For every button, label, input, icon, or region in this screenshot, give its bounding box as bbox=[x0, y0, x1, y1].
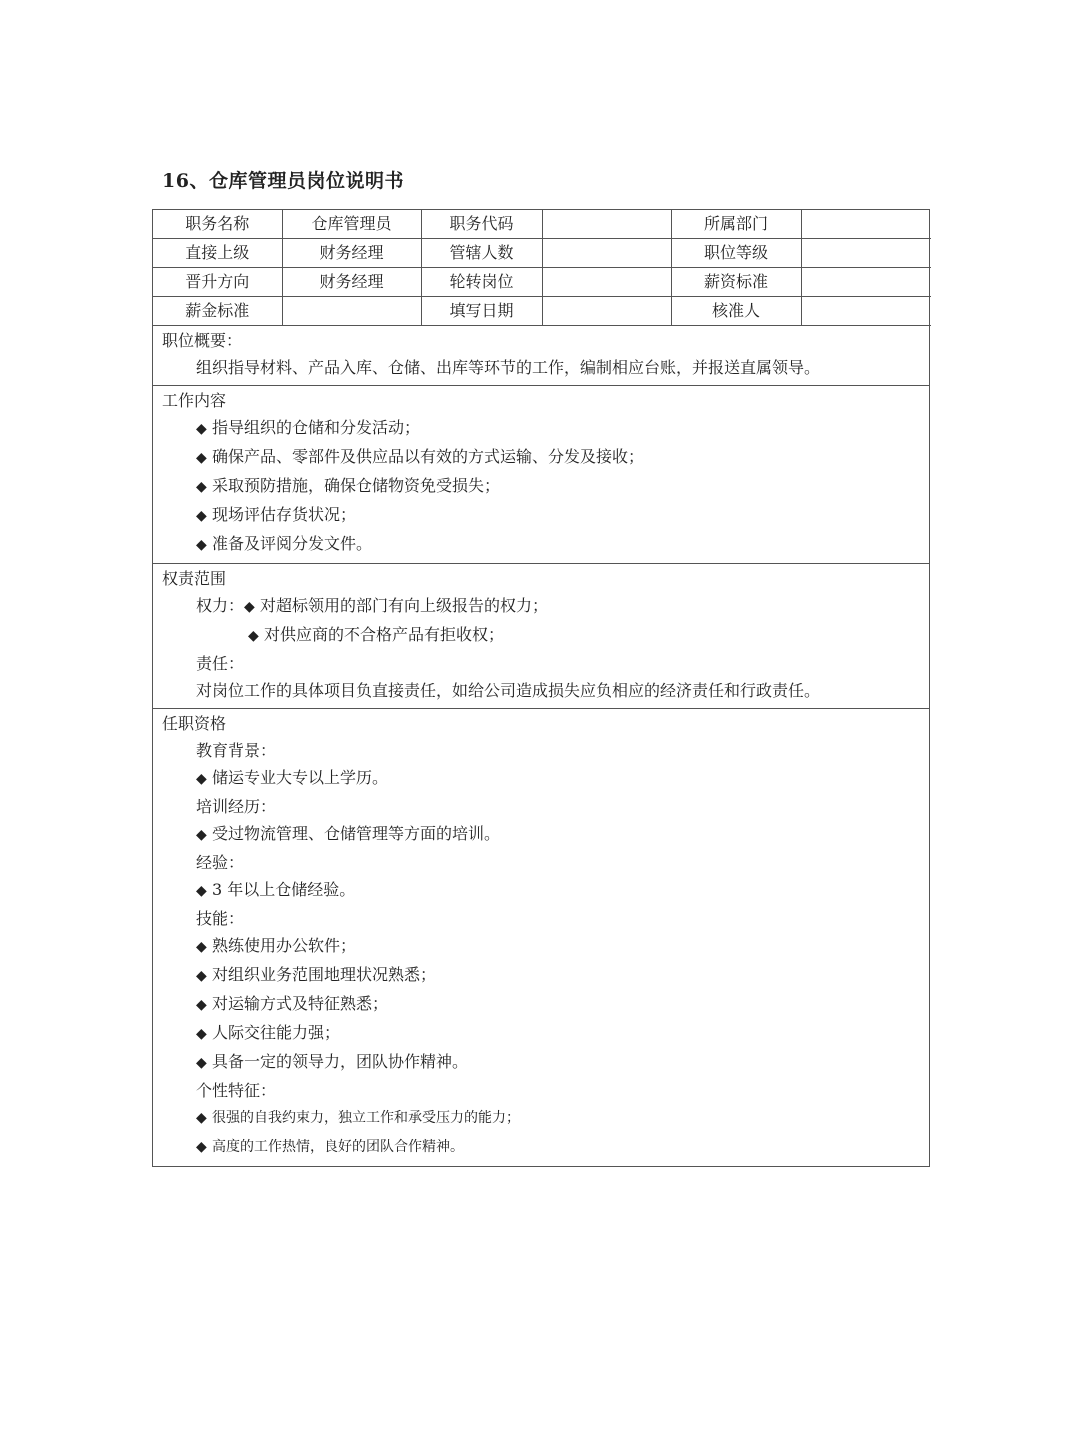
job-description-form bbox=[152, 209, 930, 1167]
diamond-bullet-icon: ◆ bbox=[196, 997, 207, 1013]
education-list bbox=[162, 764, 921, 793]
power-label: 权力： bbox=[196, 596, 245, 615]
experience-label: 经验： bbox=[196, 853, 245, 872]
list-item bbox=[162, 1104, 921, 1133]
skills-list bbox=[162, 932, 921, 1077]
diamond-bullet-icon: ◆ bbox=[196, 1055, 207, 1071]
diamond-bullet-icon: ◆ bbox=[196, 1139, 207, 1155]
list-item bbox=[162, 1133, 921, 1162]
authority-section bbox=[153, 563, 929, 708]
qualifications-heading: 任职资格 bbox=[162, 714, 227, 733]
experience-list bbox=[162, 876, 921, 905]
list-item bbox=[162, 876, 921, 905]
info-value-cell bbox=[542, 210, 671, 239]
diamond-bullet-icon: ◆ bbox=[196, 479, 207, 495]
training-list bbox=[162, 820, 921, 849]
work-content-section bbox=[153, 385, 929, 563]
info-label-cell: 薪金标准 bbox=[153, 297, 282, 326]
info-value-cell bbox=[801, 297, 931, 326]
list-item-text: 对超标领用的部门有向上级报告的权力； bbox=[260, 596, 549, 615]
qualifications-section bbox=[153, 708, 929, 1166]
info-label-cell: 职位等级 bbox=[671, 239, 801, 268]
diamond-bullet-icon: ◆ bbox=[196, 421, 207, 437]
list-item-text: 熟练使用办公软件； bbox=[212, 936, 357, 955]
info-label-cell: 轮转岗位 bbox=[421, 268, 542, 297]
list-item-text: 高度的工作热情，良好的团队合作精神。 bbox=[212, 1139, 464, 1155]
list-item-text: 储运专业大专以上学历。 bbox=[212, 768, 389, 787]
list-item bbox=[162, 414, 921, 443]
list-item-text: 对组织业务范围地理状况熟悉； bbox=[212, 965, 437, 984]
diamond-bullet-icon: ◆ bbox=[196, 827, 207, 843]
info-row bbox=[153, 268, 931, 297]
diamond-bullet-icon: ◆ bbox=[244, 599, 255, 615]
list-item-text: 人际交往能力强； bbox=[212, 1023, 341, 1042]
personality-label: 个性特征： bbox=[196, 1081, 277, 1100]
list-item bbox=[162, 621, 921, 650]
responsibility-label: 责任： bbox=[196, 654, 245, 673]
info-label-cell: 填写日期 bbox=[421, 297, 542, 326]
list-item-text: 确保产品、零部件及供应品以有效的方式运输、分发及接收； bbox=[212, 447, 645, 466]
info-label-cell: 直接上级 bbox=[153, 239, 282, 268]
list-item bbox=[162, 1019, 921, 1048]
power-list bbox=[162, 592, 921, 650]
overview-section bbox=[153, 326, 929, 385]
list-item-text: 受过物流管理、仓储管理等方面的培训。 bbox=[212, 824, 501, 843]
list-item-text: 具备一定的领导力，团队协作精神。 bbox=[212, 1052, 469, 1071]
list-item bbox=[162, 472, 921, 501]
info-value-cell bbox=[542, 239, 671, 268]
education-label: 教育背景： bbox=[196, 741, 277, 760]
info-label-cell: 核准人 bbox=[671, 297, 801, 326]
diamond-bullet-icon: ◆ bbox=[196, 883, 207, 899]
list-item-text: 准备及评阅分发文件。 bbox=[212, 534, 373, 553]
list-item-text: 对供应商的不合格产品有拒收权； bbox=[264, 625, 505, 644]
info-label-cell: 晋升方向 bbox=[153, 268, 282, 297]
diamond-bullet-icon: ◆ bbox=[196, 771, 207, 787]
diamond-bullet-icon: ◆ bbox=[196, 1026, 207, 1042]
list-item bbox=[162, 990, 921, 1019]
list-item bbox=[162, 530, 921, 559]
info-row bbox=[153, 210, 931, 239]
list-item-text: 对运输方式及特征熟悉； bbox=[212, 994, 389, 1013]
list-item-text: 3 年以上仓储经验。 bbox=[212, 880, 356, 899]
work-content-heading: 工作内容 bbox=[162, 391, 227, 410]
list-item bbox=[162, 1048, 921, 1077]
info-value-cell bbox=[282, 297, 421, 326]
list-item-text: 现场评估存货状况； bbox=[212, 505, 357, 524]
basic-info-table bbox=[153, 210, 931, 326]
info-label-cell: 薪资标准 bbox=[671, 268, 801, 297]
responsibility-text: 对岗位工作的具体项目负直接责任，如给公司造成损失应负相应的经济责任和行政责任。 bbox=[196, 681, 821, 700]
info-value-cell bbox=[801, 239, 931, 268]
list-item bbox=[162, 443, 921, 472]
authority-heading: 权责范围 bbox=[162, 569, 227, 588]
info-value-cell: 财务经理 bbox=[282, 239, 421, 268]
info-label-cell: 职务代码 bbox=[421, 210, 542, 239]
diamond-bullet-icon: ◆ bbox=[196, 537, 207, 553]
work-content-list bbox=[162, 414, 921, 559]
list-item bbox=[162, 961, 921, 990]
info-row bbox=[153, 297, 931, 326]
diamond-bullet-icon: ◆ bbox=[248, 628, 259, 644]
diamond-bullet-icon: ◆ bbox=[196, 968, 207, 984]
document-title: 16、仓库管理员岗位说明书 bbox=[162, 170, 404, 192]
info-label-cell: 职务名称 bbox=[153, 210, 282, 239]
diamond-bullet-icon: ◆ bbox=[196, 939, 207, 955]
personality-list bbox=[162, 1104, 921, 1162]
info-value-cell bbox=[542, 297, 671, 326]
list-item-text: 采取预防措施，确保仓储物资免受损失； bbox=[212, 476, 501, 495]
overview-text: 组织指导材料、产品入库、仓储、出库等环节的工作，编制相应台账，并报送直属领导。 bbox=[196, 358, 821, 377]
list-item-text: 指导组织的仓储和分发活动； bbox=[212, 418, 421, 437]
info-value-cell bbox=[801, 268, 931, 297]
list-item bbox=[162, 932, 921, 961]
info-value-cell bbox=[542, 268, 671, 297]
info-label-cell: 所属部门 bbox=[671, 210, 801, 239]
info-value-cell: 仓库管理员 bbox=[282, 210, 421, 239]
list-item-text: 很强的自我约束力，独立工作和承受压力的能力； bbox=[212, 1110, 520, 1126]
skills-label: 技能： bbox=[196, 909, 245, 928]
diamond-bullet-icon: ◆ bbox=[196, 450, 207, 466]
diamond-bullet-icon: ◆ bbox=[196, 508, 207, 524]
diamond-bullet-icon: ◆ bbox=[196, 1110, 207, 1126]
info-row bbox=[153, 239, 931, 268]
info-label-cell: 管辖人数 bbox=[421, 239, 542, 268]
list-item bbox=[162, 501, 921, 530]
list-item bbox=[162, 820, 921, 849]
list-item bbox=[162, 764, 921, 793]
overview-heading: 职位概要： bbox=[162, 331, 243, 350]
info-value-cell bbox=[801, 210, 931, 239]
training-label: 培训经历： bbox=[196, 797, 277, 816]
list-item bbox=[162, 592, 921, 621]
info-value-cell: 财务经理 bbox=[282, 268, 421, 297]
